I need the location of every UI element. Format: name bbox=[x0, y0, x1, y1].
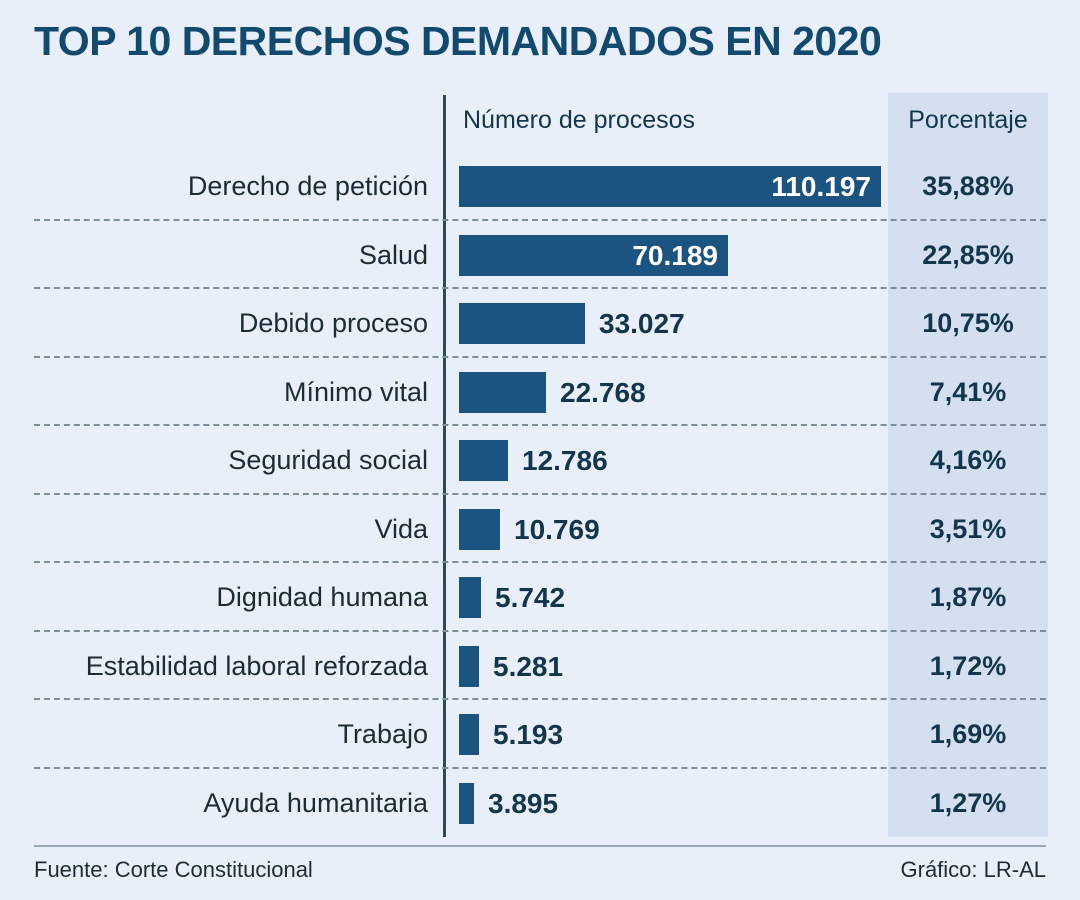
percentage-value: 3,51% bbox=[929, 513, 1007, 544]
percentage-value: 1,72% bbox=[929, 650, 1007, 681]
percentage-value: 1,69% bbox=[929, 719, 1007, 749]
bar-value-label: 22.768 bbox=[560, 376, 646, 408]
row-label: Dignidad humana bbox=[216, 582, 428, 612]
bar-value-label: 33.027 bbox=[599, 308, 685, 339]
source-note: Fuente: Corte Constitucional bbox=[34, 857, 313, 882]
bar-value-label: 3.895 bbox=[488, 787, 559, 819]
bar bbox=[459, 783, 474, 824]
table-row bbox=[0, 700, 1080, 769]
table-row bbox=[0, 358, 1080, 427]
row-label: Trabajo bbox=[337, 719, 428, 749]
bar-value-label: 12.786 bbox=[522, 445, 608, 476]
percentage-value: 22,85% bbox=[922, 239, 1014, 270]
table-row bbox=[0, 495, 1080, 564]
row-label: Mínimo vital bbox=[283, 376, 428, 407]
row-label: Ayuda humanitaria bbox=[203, 787, 428, 818]
footer-divider bbox=[34, 845, 1046, 847]
percentage-value: 7,41% bbox=[929, 376, 1007, 407]
bar-rows bbox=[0, 152, 1080, 837]
bar bbox=[459, 509, 500, 550]
table-row bbox=[0, 769, 1080, 838]
table-row bbox=[0, 563, 1080, 632]
percentage-value: 35,88% bbox=[922, 171, 1014, 201]
table-row bbox=[0, 632, 1080, 701]
row-label: Vida bbox=[374, 513, 428, 544]
bar bbox=[459, 577, 481, 618]
bar-value-label: 5.193 bbox=[493, 719, 564, 750]
bar bbox=[459, 714, 479, 755]
bar-value-label: 110.197 bbox=[771, 171, 871, 202]
percentage-value: 1,27% bbox=[929, 787, 1007, 818]
bar bbox=[459, 303, 585, 344]
bar bbox=[459, 440, 508, 481]
bar-value-label: 70.189 bbox=[632, 239, 718, 271]
bar-value-label: 10.769 bbox=[514, 513, 600, 545]
row-label: Estabilidad laboral reforzada bbox=[85, 650, 428, 681]
table-row bbox=[0, 221, 1080, 290]
table-row bbox=[0, 289, 1080, 358]
row-label: Derecho de petición bbox=[187, 171, 428, 201]
percentage-value: 4,16% bbox=[929, 445, 1007, 475]
column-header-porcentaje: Porcentaje bbox=[908, 106, 1028, 134]
credit-note: Gráfico: LR-AL bbox=[900, 857, 1046, 882]
percentage-value: 10,75% bbox=[922, 308, 1014, 338]
bar bbox=[459, 646, 479, 687]
row-label: Salud bbox=[358, 239, 428, 270]
row-label: Seguridad social bbox=[228, 445, 428, 475]
column-header-procesos: Número de procesos bbox=[463, 106, 696, 134]
bar-value-label: 5.281 bbox=[493, 650, 564, 682]
page-title: TOP 10 DERECHOS DEMANDADOS EN 2020 bbox=[34, 18, 882, 64]
table-row bbox=[0, 152, 1080, 221]
table-row bbox=[0, 426, 1080, 495]
percentage-value: 1,87% bbox=[929, 582, 1007, 612]
bar-value-label: 5.742 bbox=[495, 582, 566, 613]
row-label: Debido proceso bbox=[238, 308, 428, 338]
bar bbox=[459, 372, 546, 413]
